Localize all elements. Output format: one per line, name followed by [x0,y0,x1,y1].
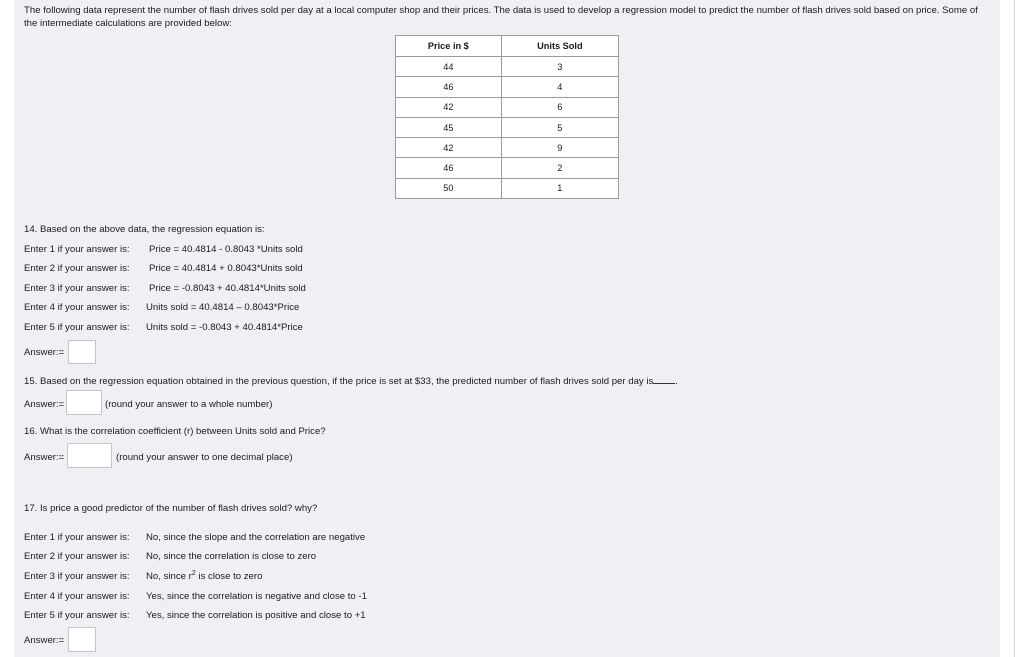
q16-answer-label: Answer:= [24,452,65,463]
q17-answer-input[interactable] [68,627,96,652]
q17-option-1-text: No, since the slope and the correlation are negative [146,532,366,543]
table-row [396,117,619,137]
table-row [396,158,619,178]
cell-units: 3 [501,57,618,77]
q14-option-3-prefix: Enter 3 if your answer is: [24,283,130,294]
data-table [395,35,619,199]
q16-hint: (round your answer to one decimal place) [116,452,293,463]
cell-units: 1 [501,178,618,198]
q14-option-1-prefix: Enter 1 if your answer is: [24,244,130,255]
q14-option-4-prefix: Enter 4 if your answer is: [24,302,130,313]
cell-price: 42 [396,97,502,117]
q14-option-3-text: Price = -0.8043 + 40.4814*Units sold [149,283,306,294]
q17-option-3-text-b: is close to zero [195,571,263,582]
cell-units: 9 [501,138,618,158]
q17-option-3-sup: 2 [191,569,196,577]
q15-question-line: 15. Based on the regression equation obtained in the previous question, if the price is set at $33, the predicted number of flash drives sold per day is . [24,376,678,387]
table-row [396,138,619,158]
cell-price: 44 [396,57,502,77]
cell-price: 42 [396,138,502,158]
cell-units: 2 [501,158,618,178]
q17-option-2-text: No, since the correlation is close to zero [146,551,317,562]
q15-blank [653,374,675,384]
cell-units: 4 [501,77,618,97]
q17-option-3-text-a: No, since r [146,571,192,582]
table-row [396,97,619,117]
q14-answer-label: Answer:= [24,347,65,358]
table-header-row [396,36,619,57]
scroll-edge [1014,0,1015,657]
cell-price: 50 [396,178,502,198]
q17-question: 17. Is price a good predictor of the number of flash drives sold? why? [24,503,318,514]
cell-price: 45 [396,117,502,137]
q17-option-3-text [146,570,262,583]
cell-price: 46 [396,158,502,178]
q17-option-5-prefix: Enter 5 if your answer is: [24,610,130,621]
q14-option-5-prefix: Enter 5 if your answer is: [24,322,130,333]
q14-option-5-text: Units sold = -0.8043 + 40.4814*Price [146,322,303,333]
q15-answer-input[interactable] [66,390,102,415]
q16-answer-input[interactable] [67,443,112,468]
q17-answer-label: Answer:= [24,635,65,646]
table-row [396,77,619,97]
q17-option-3-prefix: Enter 3 if your answer is: [24,571,130,582]
q16-question: 16. What is the correlation coefficient (r) between Units sold and Price? [24,426,326,437]
q17-option-5-text: Yes, since the correlation is positive and close to +1 [146,610,366,621]
q17-option-2-prefix: Enter 2 if your answer is: [24,551,130,562]
q15-hint: (round your answer to a whole number) [105,399,273,410]
q14-option-2-prefix: Enter 2 if your answer is: [24,263,130,274]
table-row [396,178,619,198]
q17-option-4-text: Yes, since the correlation is negative and close to -1 [146,591,367,602]
header-price: Price in $ [396,36,502,57]
intro-text: The following data represent the number of flash drives sold per day at a local computer shop and their prices. The data is used to develop a regression model to predict the number of flash drives sold based on price. Some of the intermediate calculations are provided below: [24,5,978,29]
table-row [396,57,619,77]
q14-answer-input[interactable] [68,340,96,364]
header-units: Units Sold [501,36,618,57]
q15-question: 15. Based on the regression equation obtained in the previous question, if the price is set at $33, the predicted number of flash drives sold per day is [24,376,654,387]
cell-units: 6 [501,97,618,117]
q14-option-4-text: Units sold = 40.4814 – 0.8043*Price [146,302,300,313]
q14-question: 14. Based on the above data, the regression equation is: [24,224,265,235]
q17-option-1-prefix: Enter 1 if your answer is: [24,532,130,543]
q14-option-2-text: Price = 40.4814 + 0.8043*Units sold [149,263,303,274]
q15-answer-label: Answer:= [24,399,65,410]
q17-option-4-prefix: Enter 4 if your answer is: [24,591,130,602]
cell-units: 5 [501,117,618,137]
q14-option-1-text: Price = 40.4814 - 0.8043 *Units sold [149,244,303,255]
cell-price: 46 [396,77,502,97]
